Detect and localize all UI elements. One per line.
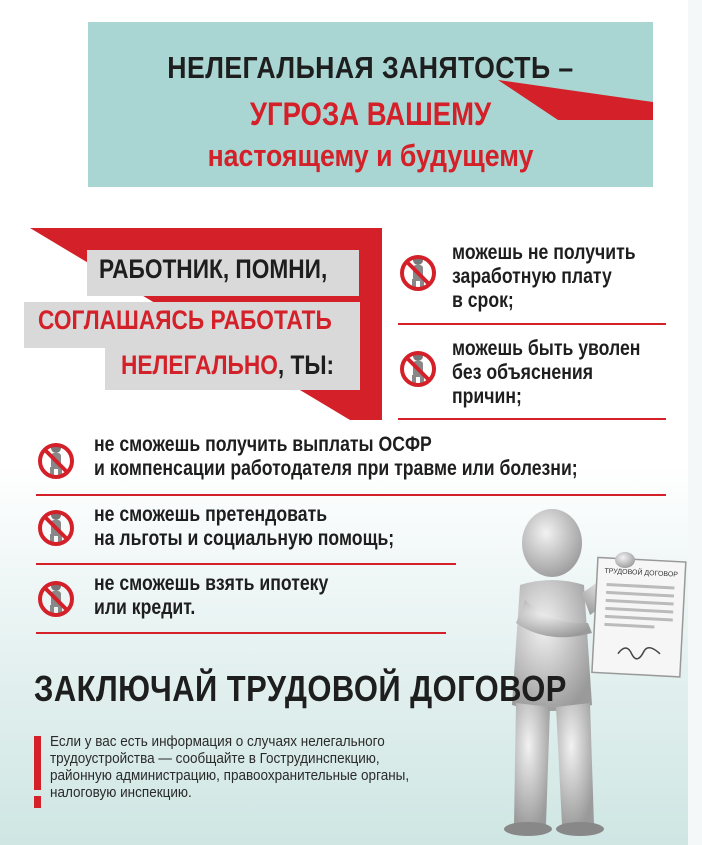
consequence-4 — [94, 503, 394, 551]
title-line-1: НЕЛЕГАЛЬНАЯ ЗАНЯТОСТЬ – — [167, 50, 574, 85]
consequence-1 — [452, 241, 636, 313]
worker-line-3 — [121, 350, 334, 381]
consequence-1-line-2: заработную плату — [452, 265, 612, 288]
consequence-5 — [94, 572, 328, 620]
consequence-2-line-1: можешь быть уволен — [452, 337, 641, 360]
no-entry-person-icon — [36, 440, 76, 480]
no-entry-person-icon — [398, 348, 438, 388]
separator-1 — [398, 323, 666, 325]
no-entry-person-icon — [36, 507, 76, 547]
consequence-3-line-1: не сможешь получить выплаты ОСФР — [94, 433, 432, 456]
consequence-3 — [94, 433, 578, 481]
title-line-3: настоящему и будущему — [207, 138, 534, 173]
separator-4 — [36, 563, 456, 565]
separator-2 — [398, 418, 666, 420]
consequence-4-line-2: на льготы и социальную помощь; — [94, 527, 395, 550]
info-line-2: трудоустройства — сообщайте в Гострудинспекцию, — [50, 750, 380, 767]
worker-line-2: СОГЛАШАЯСЬ РАБОТАТЬ — [38, 305, 332, 335]
info-text — [50, 733, 464, 801]
consequence-3-line-2: и компенсации работодателя при травме или болезни; — [94, 457, 578, 480]
info-line-1: Если у вас есть информация о случаях нелегального — [50, 733, 385, 750]
worker-line-3-red: НЕЛЕГАЛЬНО — [121, 350, 278, 380]
info-red-bar-small — [34, 796, 41, 808]
consequence-5-line-2: или кредит. — [94, 596, 196, 619]
consequence-2 — [452, 337, 640, 409]
separator-3 — [36, 494, 666, 496]
title-line-2: УГРОЗА ВАШЕМУ — [249, 96, 492, 132]
consequence-5-line-1: не сможешь взять ипотеку — [94, 572, 329, 595]
worker-line-1: РАБОТНИК, ПОМНИ, — [99, 254, 328, 284]
no-entry-person-icon — [398, 252, 438, 292]
worker-line-3-rest: , ТЫ: — [277, 350, 335, 380]
info-line-4: налоговую инспекцию. — [50, 784, 192, 801]
no-entry-person-icon — [36, 578, 76, 618]
document-label: ТРУДОВОЙ ДОГОВОР — [604, 567, 679, 579]
consequence-2-line-2: без объяснения — [452, 361, 594, 384]
consequence-2-line-3: причин; — [452, 385, 522, 408]
consequence-1-line-3: в срок; — [452, 289, 514, 312]
consequence-1-line-1: можешь не получить — [452, 241, 636, 264]
cta-title: ЗАКЛЮЧАЙ ТРУДОВОЙ ДОГОВОР — [34, 668, 567, 709]
consequence-4-line-1: не сможешь претендовать — [94, 503, 328, 526]
info-line-3: районную администрацию, правоохранительные органы, — [50, 767, 410, 784]
separator-5 — [36, 632, 446, 634]
info-red-bar — [34, 736, 41, 790]
